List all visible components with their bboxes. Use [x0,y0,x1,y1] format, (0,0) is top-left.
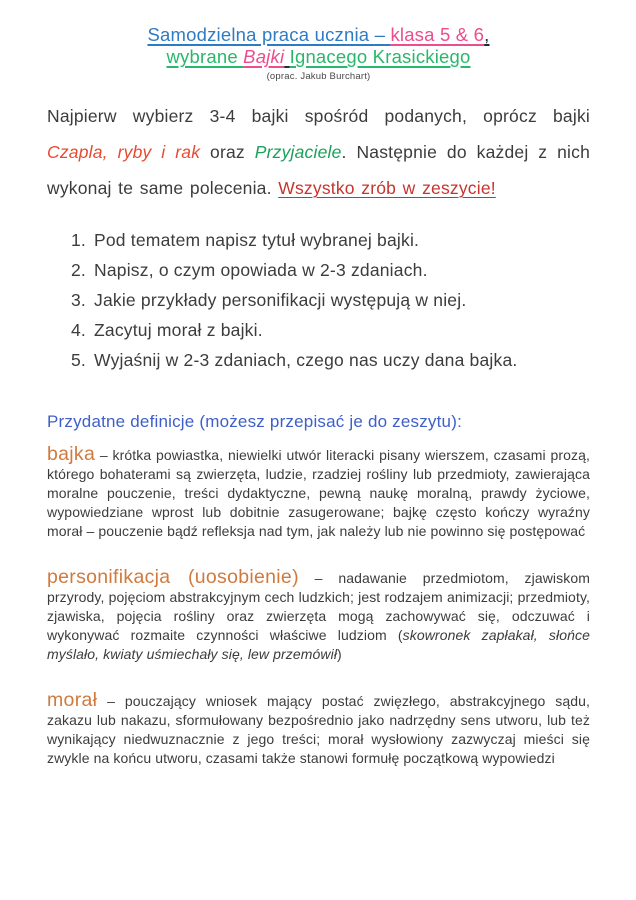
title-subtitle-left: wybrane [166,46,244,67]
title-fables-word: Bajki [243,46,285,67]
task-number: 3. [71,290,86,310]
title-class: klasa 5 & 6 [390,24,485,45]
intro-paragraph [47,98,590,206]
definition-personifikacja [47,568,590,664]
task-text: Zacytuj morał z bajki. [94,320,263,340]
intro-text-3: . Następnie do każdej z nich wykonaj te same polecenia. [47,142,591,198]
definition-term-bajka: bajka [47,443,96,465]
notebook-warning: Wszystko zrób w zeszycie! [278,178,496,198]
task-item [71,255,590,285]
task-text: Pod tematem napisz tytuł wybranej bajki. [94,230,420,250]
definition-term-moral: morał [47,689,98,711]
personification-examples: skowronek zapłakał, słońce myślało, kwiaty uśmiechały się, lew przemówił [47,627,590,662]
byline: (oprac. Jakub Burchart) [266,71,371,82]
fable-title-przyjaciele: Przyjaciele [254,142,342,162]
task-item [71,225,590,255]
definition-body-personifikacja-end: ) [337,646,342,662]
task-text: Jakie przykłady personifikacji występują w niej. [94,290,467,310]
task-text: Napisz, o czym opowiada w 2-3 zdaniach. [94,260,428,280]
definitions-heading: Przydatne definicje (możesz przepisać je do zeszytu): [47,412,462,431]
definition-bajka [47,445,590,541]
task-number: 1. [71,230,86,250]
task-number: 2. [71,260,86,280]
title-comma: , [484,24,490,45]
intro-text-1: Najpierw wybierz 3-4 bajki spośród podanych, oprócz bajki [47,106,590,126]
task-item [71,285,590,315]
title-author: Ignacego Krasickiego [289,46,471,67]
definition-body-bajka: – krótka powiastka, niewielki utwór literacki pisany wierszem, czasami prozą, którego bohaterami są zwierzęta, ludzie, rzadziej rośliny lub przedmioty, zawierająca moralne pouczenie, treści dydaktyczne, pewną naukę moralną, prawdy życiowe, wypowiedziane wprost lub dobitnie zasugerowane; bajkę często kończy wyraźny morał – pouczenie bądź refleksja nad tym, jak należy lub nie powinno się postępować [47,447,590,539]
definition-body-personifikacja: – nadawanie przedmiotom, zjawiskom przyrody, pojęciom abstrakcyjnym cech ludzkich; jest rodzajem animizacji; przedmioty, zjawiska, pojęcia rośliny oraz zwierzęta mogą zachowywać się, odczuwać i wykonywać rozmaite czynności właściwe ludziom ( [47,570,590,643]
task-text: Wyjaśnij w 2-3 zdaniach, czego nas uczy dana bajka. [94,350,518,370]
task-item [71,315,590,345]
title-main: Samodzielna praca ucznia – [147,24,391,45]
intro-text-2: oraz [200,142,255,162]
task-number: 4. [71,320,86,340]
task-list [47,225,590,375]
definition-term-personifikacja: personifikacja (uosobienie) [47,566,299,588]
definition-body-moral: – pouczający wniosek mający postać zwięzłego, abstrakcyjnego sądu, zakazu lub nakazu, sformułowany bezpośrednio jako nadrzędny sens utworu, lub też wynikający niedwuznacznie z jego treści; morał wysłowiony zazwyczaj mieści się zwykle na końcu utworu, czasami także stanowi formułę początkową wypowiedzi [47,693,590,766]
document-header [47,24,590,82]
task-number: 5. [71,350,86,370]
title-line-2 [47,46,590,68]
task-item [71,345,590,375]
title-line-1 [47,24,590,46]
definition-moral [47,691,590,768]
fable-title-czapla: Czapla, ryby i rak [47,142,201,162]
